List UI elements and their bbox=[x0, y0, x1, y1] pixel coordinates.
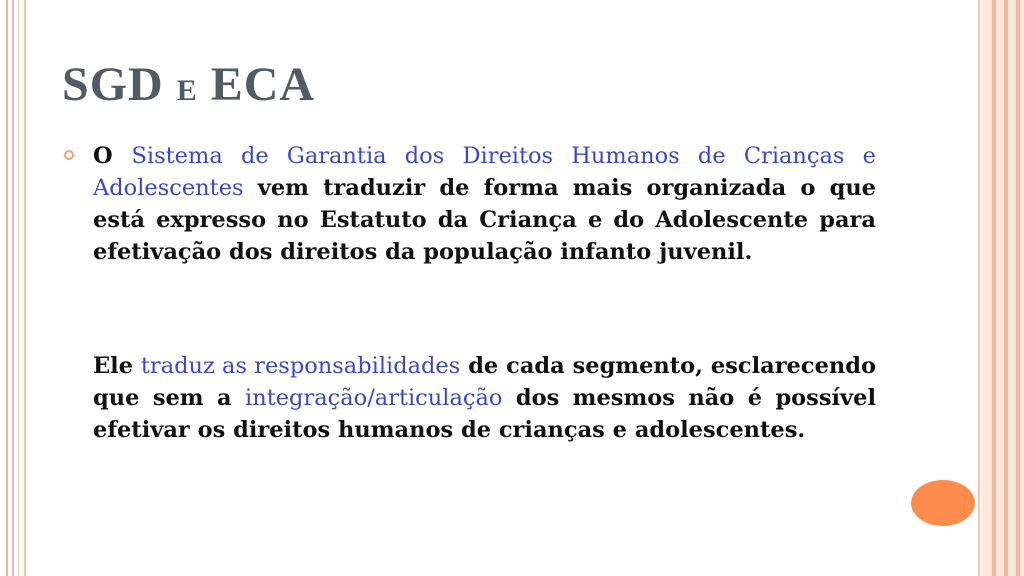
right-stripe bbox=[996, 0, 1004, 576]
paragraph-2 bbox=[93, 350, 876, 446]
right-stripe bbox=[982, 0, 992, 576]
title-connector: E bbox=[176, 74, 198, 107]
left-decorative-line bbox=[6, 0, 8, 576]
paragraph-1-highlight: Sistema de Garantia dos Direitos Humanos de Crianças e Adolescentes bbox=[93, 143, 876, 201]
paragraph-2-highlight-2: integração/articulação bbox=[245, 385, 503, 411]
title-end: ECA bbox=[210, 58, 316, 111]
paragraph-2-mid: de cada segmento, esclarecendo que sem a bbox=[93, 353, 876, 411]
paragraph-1 bbox=[93, 140, 876, 268]
right-stripe bbox=[1020, 0, 1024, 576]
paragraph-2-highlight-1: traduz as responsabilidades bbox=[140, 353, 461, 379]
left-decorative-line bbox=[12, 0, 14, 576]
orange-oval-icon bbox=[911, 480, 975, 526]
paragraph-2-lead: Ele bbox=[93, 353, 141, 379]
paragraph-1-lead: O bbox=[93, 143, 132, 169]
paragraph-1-rest: vem traduzir de forma mais organizada o que está expresso no Estatuto da Criança e do Adolescente para efetivação dos direitos da população infanto juvenil. bbox=[93, 175, 876, 265]
right-stripe bbox=[1008, 0, 1016, 576]
title-main: SGD bbox=[62, 58, 164, 111]
paragraph-2-rest: dos mesmos não é possível efetivar os direitos humanos de crianças e adolescentes. bbox=[93, 385, 876, 443]
left-decorative-line bbox=[18, 0, 19, 576]
circle-bullet-icon bbox=[64, 150, 74, 160]
slide-title bbox=[62, 56, 315, 120]
